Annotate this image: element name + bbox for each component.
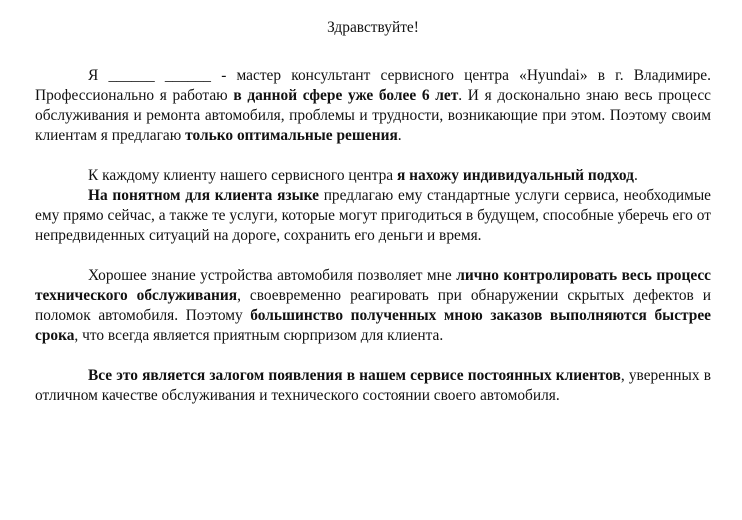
- knowledge-text-1: Хорошее знание устройства автомобиля позволяет мне: [88, 267, 457, 284]
- conclusion-bold-1: Все это является залогом появления в нашем сервисе постоянных клиентов: [88, 367, 621, 384]
- paragraph-gap: [35, 146, 711, 166]
- intro-text-2: . И я досконально знаю весь процесс обслуживания и ремонта автомобиля, проблемы и трудности, возникающие при этом. Поэтому своим клиентам я предлагаю: [35, 87, 711, 144]
- paragraph-conclusion: [35, 366, 711, 406]
- greeting-heading: Здравствуйте!: [327, 19, 419, 36]
- intro-bold-2: только оптимальные решения: [185, 127, 398, 144]
- approach-bold-2: На понятном для клиента языке: [88, 187, 319, 204]
- paragraph-gap: [35, 346, 711, 366]
- paragraph-approach-line2: [35, 186, 711, 246]
- paragraph-gap: [35, 246, 711, 266]
- intro-bold-1: в данной сфере уже более 6 лет: [233, 87, 459, 104]
- knowledge-text-3: , что всегда является приятным сюрпризом для клиента.: [74, 327, 444, 344]
- intro-text-3: .: [397, 127, 402, 144]
- approach-text-1: К каждому клиенту нашего сервисного центра: [88, 167, 397, 184]
- conclusion-text-1: , уверенных в отличном качестве обслуживания и технического состоянии своего автомобиля.: [35, 367, 711, 404]
- paragraph-knowledge: [35, 266, 711, 346]
- knowledge-text-2: , своевременно реагировать при обнаружении скрытых дефектов и поломок автомобиля. Поэтому: [35, 287, 711, 324]
- approach-bold-1: я нахожу индивидуальный подход: [396, 167, 634, 184]
- paragraph-approach-line1: [35, 166, 711, 186]
- knowledge-bold-1: лично контролировать весь процесс технического обслуживания: [35, 267, 711, 304]
- paragraph-intro: [35, 66, 711, 146]
- approach-text-3: предлагаю ему стандартные услуги сервиса, необходимые ему прямо сейчас, а также те услуги, которые могут пригодиться в будущем, способные уберечь его от непредвиденных ситуаций на дороге, сохранить его деньги и время.: [35, 187, 711, 244]
- knowledge-bold-2: большинство полученных мною заказов выполняются быстрее срока: [35, 307, 711, 344]
- approach-text-2: .: [633, 167, 638, 184]
- document-page: [35, 18, 711, 406]
- intro-text-1: Я ______ ______ - мастер консультант сервисного центра «Hyundai» в г. Владимире. Профессионально я работаю: [35, 67, 711, 104]
